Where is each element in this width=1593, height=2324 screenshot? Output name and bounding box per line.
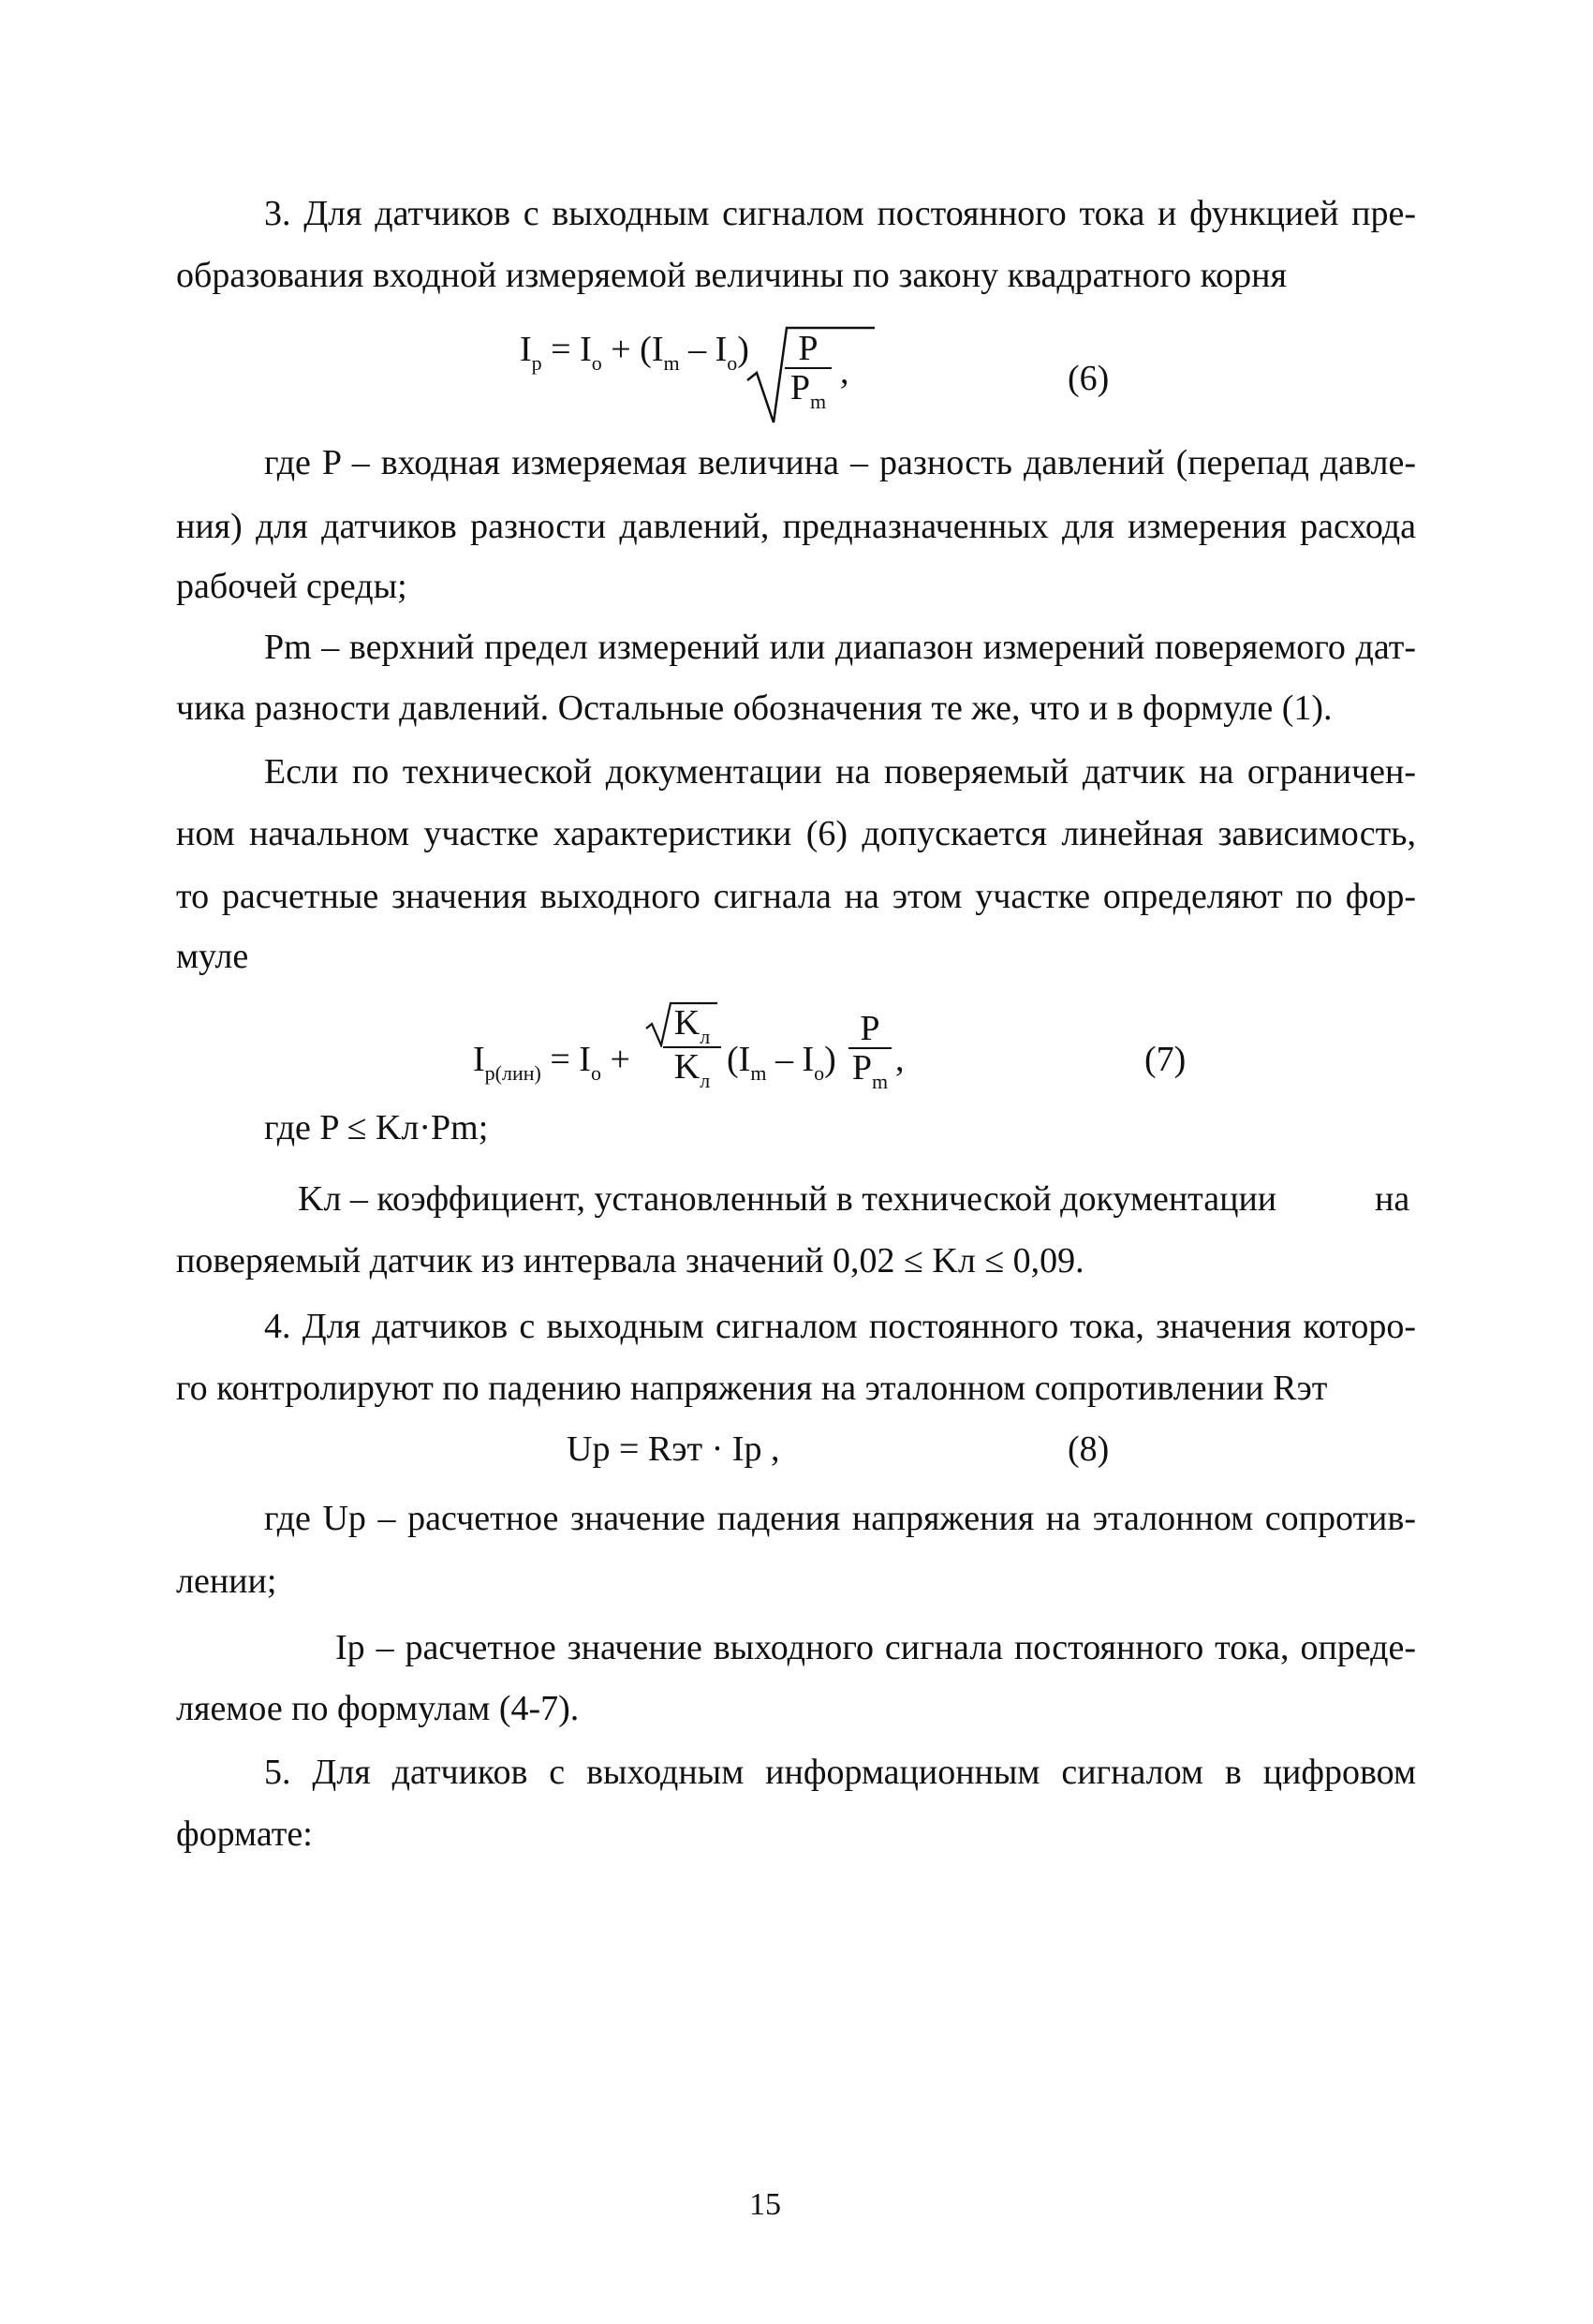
text-line: на xyxy=(1375,1179,1410,1219)
formula-7-comma: , xyxy=(895,1040,905,1079)
formula-7-k-fraction: $\frac{K_л}{K_л}$ xyxy=(663,1004,721,1090)
text-line: Ip – расчетное значение выходного сигнала постоянного тока, опреде- xyxy=(335,1628,1416,1667)
page-number: 15 xyxy=(749,2187,781,2222)
formula-6-fraction: $\frac{P}{P_m}$ xyxy=(785,330,832,411)
text-line: рабочей среды; xyxy=(176,567,407,606)
text-line: Pm – верхний предел измерений или диапазон измерений поверяемого дат- xyxy=(264,628,1416,667)
text-line: лении; xyxy=(176,1562,277,1601)
text-line: где Up – расчетное значение падения напряжения на эталонном сопротив- xyxy=(264,1499,1416,1538)
formula-7-paren: $(I_m - I_o)$ xyxy=(727,1040,836,1085)
text-line: ния) для датчиков разности давлений, предназначенных для измерения расхода xyxy=(176,507,1416,546)
text-line: ляемое по формулам (4-7). xyxy=(176,1689,580,1728)
text-line: 5. Для датчиков с выходным информационным сигналом в цифровом xyxy=(264,1753,1416,1792)
text-line: чика разности давлений. Остальные обозначения те же, что и в формуле (1). xyxy=(176,688,1333,728)
text-line: Если по технической документации на поверяемый датчик на ограничен- xyxy=(264,752,1416,792)
text-line: го контролируют по падению напряжения на эталонном сопротивлении Rэт xyxy=(176,1369,1328,1408)
text-line: поверяемый датчик из интервала значений 0,02 ≤ Kл ≤ 0,09. xyxy=(176,1241,1084,1280)
formula-7: $I_{p(лин)} = I_o$ + xyxy=(473,1040,630,1085)
text-line: то расчетные значения выходного сигнала на этом участке определяют по фор- xyxy=(176,877,1416,916)
formula-6-comma: , xyxy=(840,352,849,392)
formula-7-label: (7) xyxy=(1144,1040,1187,1079)
text-line: 4. Для датчиков с выходным сигналом постоянного тока, значения которо- xyxy=(264,1307,1416,1346)
text-line: формате: xyxy=(176,1814,313,1854)
formula-8: Up = Rэт · Ip , xyxy=(567,1429,780,1469)
text-line: Kл – коэффициент, установленный в технической документации xyxy=(298,1179,1277,1219)
text-line: 3. Для датчиков с выходным сигналом постоянного тока и функцией пре- xyxy=(264,194,1416,233)
text-line: ном начальном участке характеристики (6) допускается линейная зависимость, xyxy=(176,814,1416,853)
formula-8-label: (8) xyxy=(1068,1429,1110,1469)
text-line: муле xyxy=(176,937,249,976)
text-line: где P – входная измеряемая величина – разность давлений (перепад давле- xyxy=(264,443,1416,482)
text-line: где P ≤ Kл·Pm; xyxy=(264,1108,489,1147)
formula-7-p-fraction: $\frac{P}{P_m}$ xyxy=(848,1010,892,1091)
formula-6-label: (6) xyxy=(1068,359,1110,398)
formula-6: $I_p = I_o + (I_m - I_o)$ xyxy=(520,330,749,375)
text-line: образования входной измеряемой величины по закону квадратного корня xyxy=(176,256,1287,295)
